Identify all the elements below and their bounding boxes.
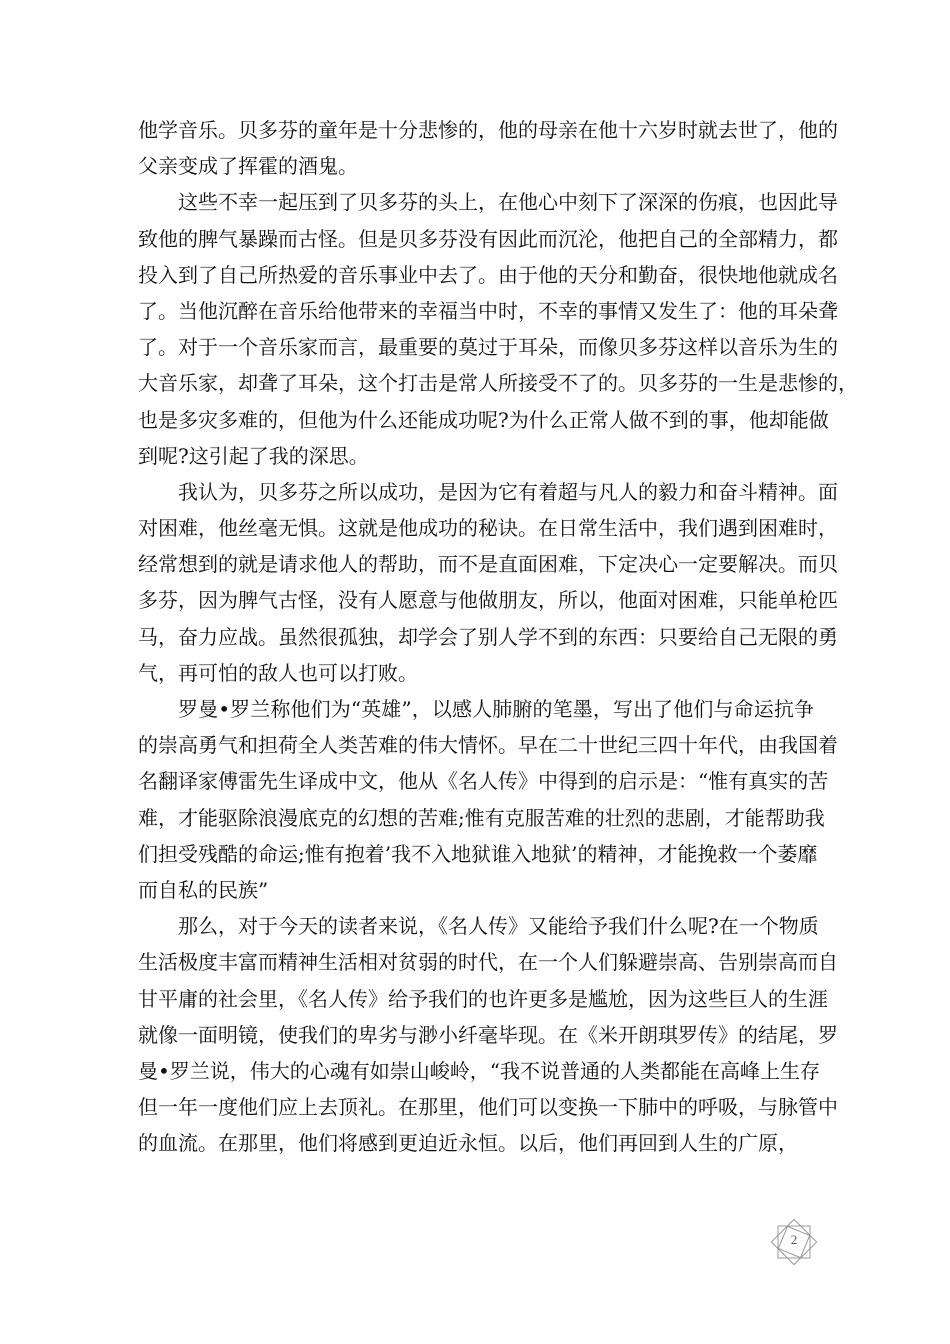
text-line: 了。对于一个音乐家而言，最重要的莫过于耳朵，而像贝多芬这样以音乐为生的	[138, 335, 838, 360]
text-line: 气，再可怕的敌人也可以打败。	[138, 660, 418, 685]
text-line: 的血流。在那里，他们将感到更迫近永恒。以后，他们再回到人生的广原，	[138, 1131, 798, 1156]
text-line: 甘平庸的社会里，《名人传》给予我们的也许更多是尴尬，因为这些巨人的生涯	[138, 986, 828, 1011]
text-line: 大音乐家，却聋了耳朵，这个打击是常人所接受不了的。贝多芬的一生是悲惨的，	[138, 371, 858, 396]
text-line: 他学音乐。贝多芬的童年是十分悲惨的，他的母亲在他十六岁时就去世了，他的	[138, 118, 838, 142]
text-line: 致他的脾气暴躁而古怪。但是贝多芬没有因此而沉沦，他把自己的全部精力，都	[138, 226, 838, 251]
text-line: 这些不幸一起压到了贝多芬的头上，在他心中刻下了深深的伤痕，也因此导	[178, 190, 838, 215]
text-line: 到呢?这引起了我的深思。	[138, 443, 369, 468]
text-line: 就像一面明镜，使我们的卑劣与渺小纤毫毕现。在《米开朗琪罗传》的结尾，罗	[138, 1022, 838, 1047]
text-line: 生活极度丰富而精神生活相对贫弱的时代，在一个人们躲避崇高、告别崇高而自	[138, 950, 838, 975]
text-line: 名翻译家傅雷先生译成中文，他从《名人传》中得到的启示是：“惟有真实的苦	[138, 769, 829, 794]
text-line: 而自私的民族”	[138, 877, 269, 902]
text-line: 那么，对于今天的读者来说，《名人传》又能给予我们什么呢?在一个物质	[178, 914, 819, 939]
text-line: 但一年一度他们应上去顶礼。在那里，他们可以变换一下肺中的呼吸，与脉管中	[138, 1095, 838, 1120]
paragraph	[138, 184, 858, 474]
page-number: 2	[790, 1232, 798, 1247]
text-line: 对困难，他丝毫无惧。这就是他成功的秘诀。在日常生活中，我们遇到困难时，	[138, 516, 838, 541]
text-line: 投入到了自己所热爱的音乐事业中去了。由于他的天分和勤奋，很快地他就成名	[138, 262, 838, 287]
text-line: 曼•罗兰说，伟大的心魂有如崇山峻岭，“我不说普通的人类都能在高峰上生存	[138, 1058, 821, 1083]
page-number-badge	[768, 1216, 820, 1268]
text-line: 难，才能驱除浪漫底克的幻想的苦难;惟有克服苦难的壮烈的悲剧，才能帮助我	[138, 805, 825, 830]
paragraph	[138, 691, 838, 908]
text-line: 也是多灾多难的，但他为什么还能成功呢?为什么正常人做不到的事，他却能做	[138, 407, 829, 432]
text-line: 经常想到的就是请求他人的帮助，而不是直面困难，下定决心一定要解决。而贝	[138, 552, 838, 577]
text-line: 多芬，因为脾气古怪，没有人愿意与他做朋友，所以，他面对困难，只能单枪匹	[138, 588, 838, 613]
text-line: 的崇高勇气和担荷全人类苦难的伟大情怀。早在二十世纪三四十年代，由我国着	[138, 733, 838, 758]
text-line: 我认为，贝多芬之所以成功，是因为它有着超与凡人的毅力和奋斗精神。面	[178, 479, 838, 504]
body-text	[138, 112, 858, 1161]
text-line: 了。当他沉醉在音乐给他带来的幸福当中时，不幸的事情又发生了：他的耳朵聋	[138, 298, 838, 323]
paragraph	[138, 908, 838, 1161]
text-line: 父亲变成了挥霍的酒鬼。	[138, 154, 358, 179]
paragraph	[138, 112, 838, 184]
text-line: 马，奋力应战。虽然很孤独，却学会了别人学不到的东西：只要给自己无限的勇	[138, 624, 838, 649]
text-line: 们担受残酷的命运;惟有抱着’我不入地狱谁入地狱’的精神，才能挽救一个萎靡	[138, 841, 818, 866]
paragraph	[138, 474, 838, 691]
text-line: 罗曼•罗兰称他们为“英雄”，以感人肺腑的笔墨，写出了他们与命运抗争	[178, 697, 814, 721]
